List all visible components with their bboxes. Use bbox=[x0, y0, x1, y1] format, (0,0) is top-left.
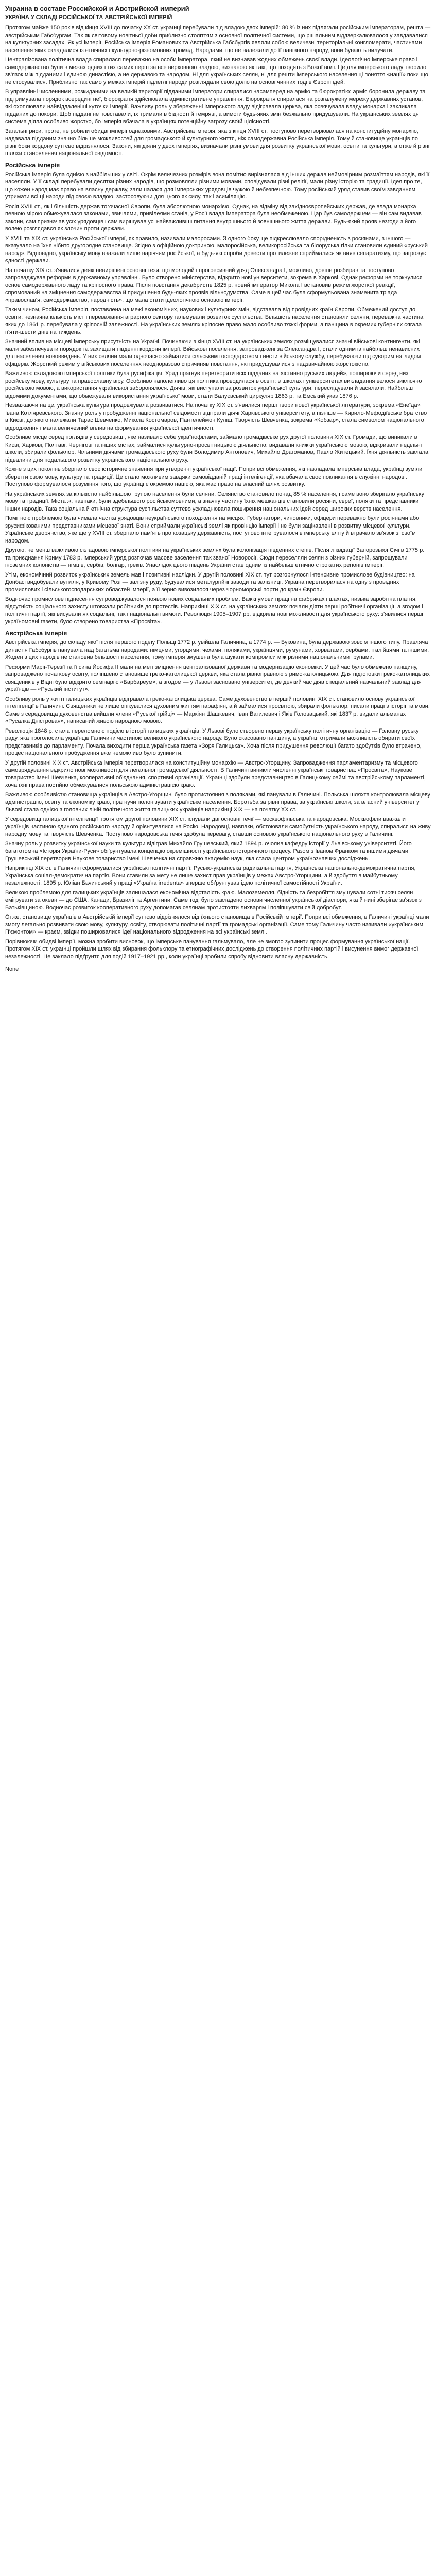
paragraph: Централізована політична влада спиралася переважно на особи імператора, який не визнавав жодних обмежень своєї влади. Ідеологічно імперське право і самодержавство були в межах одних і тих самих перш за все верховною владою, визнаною як такі, що походять з Божої волі. Це для імперського ладу творило зв'язок між підданими і єдиною династією, а не державою та народом. Ні для українських селян, ні для решти імперського населення ці поняття «нації» поки що не стосувалися. Приблизно так само у межах імперій підлеглі народи розглядали свою долю на основі чинних тоді в Європі ідей. bbox=[5, 57, 428, 86]
paragraph: На початку XIX ст. з'явилися деякі невирішені основні тези, що молодий і прогресивний уряд Олександра I, можливо, довше розбирав та поступово запроваджував реформи в державному управлінні. Було створено міністерства, відкрито нові університети, зокрема в Харкові. Однак реформи не торкнулися основ самодержавного ладу та кріпосного права. Після повстання декабристів 1825 р. новий імператор Микола I встановив режим жорсткої реакції, спрямований на зміцнення самодержавства й придушення будь-яких проявів вільнодумства. Саме в цей час була сформульована знаменита тріада «православ'я, самодержавство, народність», що мала стати ідеологічною основою імперії. bbox=[5, 267, 423, 303]
paragraph: Великою проблемою для галицьких українців залишалася економічна відсталість краю. Малоземелля, бідність та безробіття змушували сотні тисяч селян емігрувати за океан — до США, Канади, Бразилії та Аргентини. Саме тоді було закладено основи численної української діаспори, яка й нині зберігає зв'язок з Батьківщиною. Водночас розвиток кооперативного руху допомагав селянам протистояти лихварям і поліпшувати свій добробут. bbox=[5, 889, 422, 911]
paragraph: У середовищі галицької інтелігенції протягом другої половини XIX ст. існували дві основні течії — москвофільська та народовська. Москвофіли вважали українців частиною єдиного російського народу й орієнтувалися на Росію. Народовці, навпаки, обстоювали самобутність українського народу, спиралися на живу народну мову та творчість Шевченка. Поступово народовська течія здобула перевагу, ставши основою українського національного руху в Галичині. bbox=[5, 816, 431, 837]
paragraph: Російська імперія була однією з найбільших у світі. Окрім величезних розмірів вона помітно вирізнялася від інших держав неймовірним розмаїттям народів, які її населяли. У її складі перебували десятки різних народів, що розмовляли різними мовами, сповідували різні релігії, мали різну історію та традиції. Ідея про те, що кожен народ має право на власну державу, залишалася для імперських урядовців чужою й небезпечною. Тому російський уряд ставив своїм завданням утримати всі ці народи під своєю владою, застосовуючи для цього як силу, так і асиміляцію. bbox=[5, 171, 430, 200]
paragraph: Значний вплив на місцеві імперську присутність на Україні. Починаючи з кінця XVIII ст. на українських землях розміщувалися значні військові контингенти, які мали забезпечувати порядок та захищати південні кордони імперії. Військові поселення, запроваджені за Олександра I, стали одним із найбільш ненависних для населення нововведень. У них селяни мали одночасно займатися сільським господарством і нести військову службу, перебуваючи під суворим наглядом офіцерів. Жорсткий режим у військових поселеннях неодноразово спричиняв повстання, які придушувалися з надзвичайною жорстокістю. bbox=[5, 338, 421, 367]
paragraph: Отже, становище українців в Австрійській імперії суттєво відрізнялося від їхнього становища в Російській імперії. Попри всі обмеження, в Галичині українці мали змогу легально розвивати свою мову, культуру, освіту, створювати політичні партії та громадські організації. Саме тому Галичину часто називали «українським П'ємонтом» — краєм, звідки поширювалися ідеї національного відродження на всі українські землі. bbox=[5, 914, 429, 935]
paragraph: Порівнюючи обидві імперії, можна зробити висновок, що імперське панування гальмувало, але не змогло зупинити процес формування української нації. Протягом XIX ст. українці пройшли шлях від збирання фольклору та етнографічних досліджень до створення політичних партій і висунення вимог державної незалежності. Це заклало підґрунтя для подій 1917–1921 рр., коли українці зробили спробу відновити власну державність. bbox=[5, 938, 418, 960]
paragraph: Особливе місце серед поглядів у середовищі, яке називало себе українофілами, займало громадівське рух другої половини XIX ст. Громади, що виникали в Києві, Харкові, Полтаві, Чернігові та інших містах, займалися культурно-просвітницькою діяльністю: видавали книжки українською мовою, відкривали недільні школи, збирали фольклор. Чільними діячами громадівського руху були Володимир Антонович, Михайло Драгоманов, Павло Житецький. Їхня діяльність заклала підвалини для подальшого розвитку українського національного руху. bbox=[5, 434, 429, 463]
section-heading-austrian-empire: Австрійська імперія bbox=[5, 630, 67, 637]
paragraph: В управлінні численними, розкиданими на великій території підданими імператори спиралися насамперед на армію та бюрократію: армія боронила державу та підтримувала порядок всередині неї, бюрократія здійснювала адміністративне управління. Бюрократія спиралася на розгалужену мережу державних установ, які охоплювали найвіддаленіші куточки імперії. Важливу роль у збереженні імперського ладу відігравала церква, яка освячувала владу монарха і закликала підданих до покори. Щоб піддані не повставали, їх тримали в бідності й темряві, а вимоги будь-яких змін безжально придушували. На українських землях ця система діяла особливо жорстко, бо імперія вбачала в українцях потенційну загрозу своїй цілісності. bbox=[5, 89, 426, 125]
paragraph: Таким чином, Російська імперія, поставлена на межі економічних, наукових і культурних змін, відставала від провідних країн Європи. Обмежений доступ до освіти, незначна кількість міст і переважання аграрного сектору гальмували розвиток суспільства. Більшість населення становили селяни, переважна частина яких до 1861 р. перебувала у кріпосній залежності. На українських землях кріпосне право мало особливо тяжкі форми, а панщина в окремих губерніях сягала п'яти-шести днів на тиждень. bbox=[5, 307, 424, 335]
article bbox=[0, 0, 436, 978]
paragraph: Значну роль у розвитку української науки та культури відіграв Михайло Грушевський, який 1894 р. очолив кафедру історії у Львівському університеті. Його багатотомна «Історія України-Руси» обґрунтувала концепцію окремішності українського історичного процесу. Разом з Іваном Франком та іншими діячами Грушевський перетворив Наукове товариство імені Шевченка на справжню академію наук, яка стала центром українознавчих досліджень. bbox=[5, 840, 412, 862]
section-heading-russian-empire: Російська імперія bbox=[5, 161, 60, 169]
paragraph: Водночас промислове піднесення супроводжувалося появою нових соціальних проблем. Важкі умови праці на фабриках і шахтах, низька заробітна платня, відсутність соціального захисту штовхали робітників до протестів. Наприкінці XIX ст. на українських землях почали діяти перші робітничі організації, а згодом і політичні партії, які висували як соціальні, так і національні вимоги. Революція 1905–1907 рр. відкрила нові можливості для українського руху: з'явилися перші україномовні газети, було створено товариства «Просвіта». bbox=[5, 596, 423, 625]
paragraph: Революція 1848 р. стала переломною подією в історії галицьких українців. У Львові було створено першу українську політичну організацію — Головну руську раду, яка проголосила українців Галичини частиною великого українського народу. Було скасовано панщину, а українці отримали можливість обирати своїх представників до парламенту. Почала виходити перша українська газета «Зоря Галицька». Хоча після придушення революції багато здобутків було втрачено, процес національного пробудження вже неможливо було зупинити. bbox=[5, 727, 422, 756]
article-subtitle: УКРАЇНА У СКЛАДІ РОСІЙСЬКОЇ ТА АВСТРІЙСЬКОЇ ІМПЕРІЙ bbox=[5, 14, 172, 21]
paragraph: На українських землях за кількістю найбільшою групою населення були селяни. Селянство становило понад 85 % населення, і саме воно зберігало українську мову та традиції. Міста ж, навпаки, були здебільшого російськомовними, а значну частину їхніх мешканців становили росіяни, євреї, поляки та представники інших народів. Така соціальна й етнічна структура суспільства суттєво ускладнювала поширення національних ідей серед широких верств населення. bbox=[5, 490, 424, 512]
paragraph: Наприкінці XIX ст. в Галичині сформувалися українські політичні партії: Русько-українська радикальна партія, Українська національно-демократична партія, Українська соціал-демократична партія. Вони ставили за мету не лише захист прав українців у межах Австро-Угорщини, а й здобуття в майбутньому незалежності. 1895 р. Юліан Бачинський у праці «Україна irredenta» вперше обґрунтував ідею політичної самостійності України. bbox=[5, 865, 416, 886]
paragraph: Важливою особливістю становища українців в Австро-Угорщині було протистояння з поляками, які панували в Галичині. Польська шляхта контролювала місцеву адміністрацію, освіту та економіку краю, прагнучи полонізувати українське населення. Боротьба за рівні права, за українські школи, за власний університет у Львові стала однією з головних ліній політичного життя галицьких українців наприкінці XIX — на початку XX ст. bbox=[5, 791, 430, 813]
austrian-empire-section bbox=[5, 639, 431, 960]
footer-text: None bbox=[5, 966, 19, 972]
russian-empire-section bbox=[5, 171, 431, 626]
paragraph: Реформи Марії-Терезії та її сина Йосифа II мали на меті зміцнення централізованої держави та модернізацію економіки. У цей час було обмежено панщину, запроваджено початкову освіту, поліпшено становище греко-католицької церкви, яка стала рівноправною з римо-католицькою. Для підготовки греко-католицьких священиків у Відні було відкрито семінарію «Барбареум», а згодом — у Львові засновано університет, де деякий час діяв спеціальний навчальний заклад для українців — «Руський інститут». bbox=[5, 664, 430, 692]
paragraph: Загальні риси, проте, не робили обидві імперії однаковими. Австрійська імперія, яка з кінця XVIII ст. поступово перетворювалася на конституційну монархію, надавала підданим значно більше можливостей для громадського й культурного життя, ніж самодержавна Російська імперія. Тому й становище українців по різні боки кордону суттєво відрізнялося. Закони, які діяли у двох імперіях, визначали різні умови для розвитку української мови, освіти та культури, а отже й різні шляхи становлення національної свідомості. bbox=[5, 128, 430, 157]
paragraph: Кожне з цих поколінь зберігало своє історичне значення при утворенні української нації. Попри всі обмеження, які накладала імперська влада, українці зуміли зберегти свою мову, культуру та традиції. Це стало можливим завдяки самовідданій праці інтелігенції, яка вбачала своє покликання в служінні народові. Поступово формувалося розуміння того, що українці є окремою нацією, яка має право на власний шлях розвитку. bbox=[5, 466, 423, 487]
paragraph: Росія XVIII ст., як і більшість держав тогочасної Європи, була абсолютною монархією. Однак, на відміну від західноєвропейських держав, де влада монарха певною мірою обмежувалася законами, звичаями, привілеями станів, у Росії влада імператора була необмеженою. Цар був самодержцем — він сам видавав закони, сам призначав усіх урядовців і сам вирішував усі найважливіші питання внутрішнього й зовнішнього життя держави. Будь-який прояв незгоди з його волею розглядався як злочин проти держави. bbox=[5, 203, 422, 232]
paragraph: Помітною проблемою була чимала частка урядовців неукраїнського походження на місцях. Губернатори, чиновники, офіцери переважно були росіянами або зрусифікованими представниками місцевої знаті. Вони сприймали українські землі як провінцію імперії і не були зацікавлені в розвитку місцевої культури. Українське дворянство, яке ще у XVIII ст. зберігало пам'ять про козацьку державність, поступово інтегрувалося в імперську еліту й втрачало зв'язок зі своїм народом. bbox=[5, 515, 420, 544]
paragraph: У XVIII та XIX ст. українська Російської імперії, як правило, називали малоросами. З одного боку, це підкреслювало спорідненість з росіянами, з іншого — вказувало на їхнє нібито другорядне становище. Згідно з офіційною доктриною, малоросійська, великоросійська та білоруська гілки становили єдиний «руський народ». Відповідно, українську мову вважали лише наріччям російської, а будь-які спроби довести протилежне сприймалися як вияв сепаратизму, що загрожує єдності держави. bbox=[5, 235, 428, 264]
paragraph: У другій половині XIX ст. Австрійська імперія перетворилася на конституційну монархію — Австро-Угорщину. Запровадження парламентаризму та місцевого самоврядування відкрило нові можливості для легальної громадської діяльності. В Галичині виникли численні українські товариства: «Просвіта», Наукове товариство імені Шевченка, кооперативні об'єднання, спортивні організації. Українці здобули представництво в Галицькому сеймі та австрійському парламенті, хоча їхні права постійно обмежувалися польською адміністрацією краю. bbox=[5, 759, 426, 788]
paragraph: Незважаючи на це, українська культура продовжувала розвиватися. На початку XIX ст. з'явилися перші твори нової української літератури, зокрема «Енеїда» Івана Котляревського. Значну роль у пробудженні національної свідомості відіграли діячі Харківського університету, а пізніше — Кирило-Мефодіївське братство в Києві, до якого належали Тарас Шевченко, Микола Костомаров, Пантелеймон Куліш. Творчість Шевченка, зокрема «Кобзар», стала символом національного відродження і мала величезний вплив на формування української ідентичності. bbox=[5, 402, 427, 431]
intro-section bbox=[5, 24, 431, 158]
paragraph: Важливою складовою імперської політики була русифікація. Уряд прагнув перетворити всіх підданих на «істинно руських людей», поширюючи серед них російську мову, культуру та православну віру. Особливо наполегливо ця політика проводилася в освіті: в школах і університетах викладання велося виключно російською мовою, а використання української заборонялося. Діячів, які виступали за розвиток української культури, переслідували й засилали. Найбільш відомими документами, що обмежували використання української мови, стали Валуєвський циркуляр 1863 р. та Емський указ 1876 р. bbox=[5, 370, 422, 399]
paragraph: Утім, економічний розвиток українських земель мав і позитивні наслідки. У другій половині XIX ст. тут розгорнулося інтенсивне промислове будівництво: на Донбасі видобували вугілля, у Кривому Розі — залізну руду, будувалися металургійні заводи та залізниці. Україна перетворилася на одну з провідних промислових і сільськогосподарських областей імперії, а її зерно вивозилося через чорноморські порти до країн Європи. bbox=[5, 571, 415, 593]
paragraph: Протягом майже 150 років від кінця XVIII до початку XX ст. українці перебували під владою двох імперій: 80 % із них підлягали російським імператорам, решта — австрійським Габсбургам. Так як світовому новітньої доби приблизно століттям з основної політичної системи, що рішальним віддзеркалювалося у завдавалися на культурних засадах. Як усі імперії, Російська імперія Романових та Австрійська Габсбургів являли собою величезні територіальні конгломерати, частинами населення яких складалися із етнічних і культурно-різномовних громад. Народами, що не належали до її панівного народу, вони бувають вилучати. bbox=[5, 25, 431, 54]
paragraph: Австрійська імперія, до складу якої після першого поділу Польщі 1772 р. увійшла Галичина, а 1774 р. — Буковина, була державою зовсім іншого типу. Правляча династія Габсбургів панувала над багатьма народами: німцями, угорцями, чехами, поляками, українцями, румунами, хорватами, сербами, італійцями та іншими. Жоден з цих народів не становив більшості населення, тому імперія змушена була шукати компроміси між різними національними групами. bbox=[5, 639, 429, 660]
paragraph: Другою, не менш важливою складовою імперської політики на українських землях була колонізація південних степів. Після ліквідації Запорозької Січі в 1775 р. та приєднання Криму 1783 р. імперський уряд розпочав масове заселення так званої Новоросії. Сюди переселяли селян з різних губерній, запрошували іноземних колоністів — німців, сербів, болгар, греків. Унаслідок цього південь України став одним із найбільш етнічно строкатих регіонів імперії. bbox=[5, 547, 425, 568]
paragraph: Особливу роль у житті галицьких українців відігравала греко-католицька церква. Саме духовенство в першій половині XIX ст. становило основу української інтелігенції в Галичині. Священики не лише опікувалися духовним життям парафіян, а й займалися просвітою, збирали фольклор, писали праці з історії та мови. Саме з середовища духовенства вийшли члени «Руської трійці» — Маркіян Шашкевич, Іван Вагилевич і Яків Головацький, які 1837 р. видали альманах «Русалка Дністровая», написаний живою народною мовою. bbox=[5, 696, 430, 724]
article-title: Украина в составе Российской и Австрийской империй bbox=[5, 5, 189, 12]
